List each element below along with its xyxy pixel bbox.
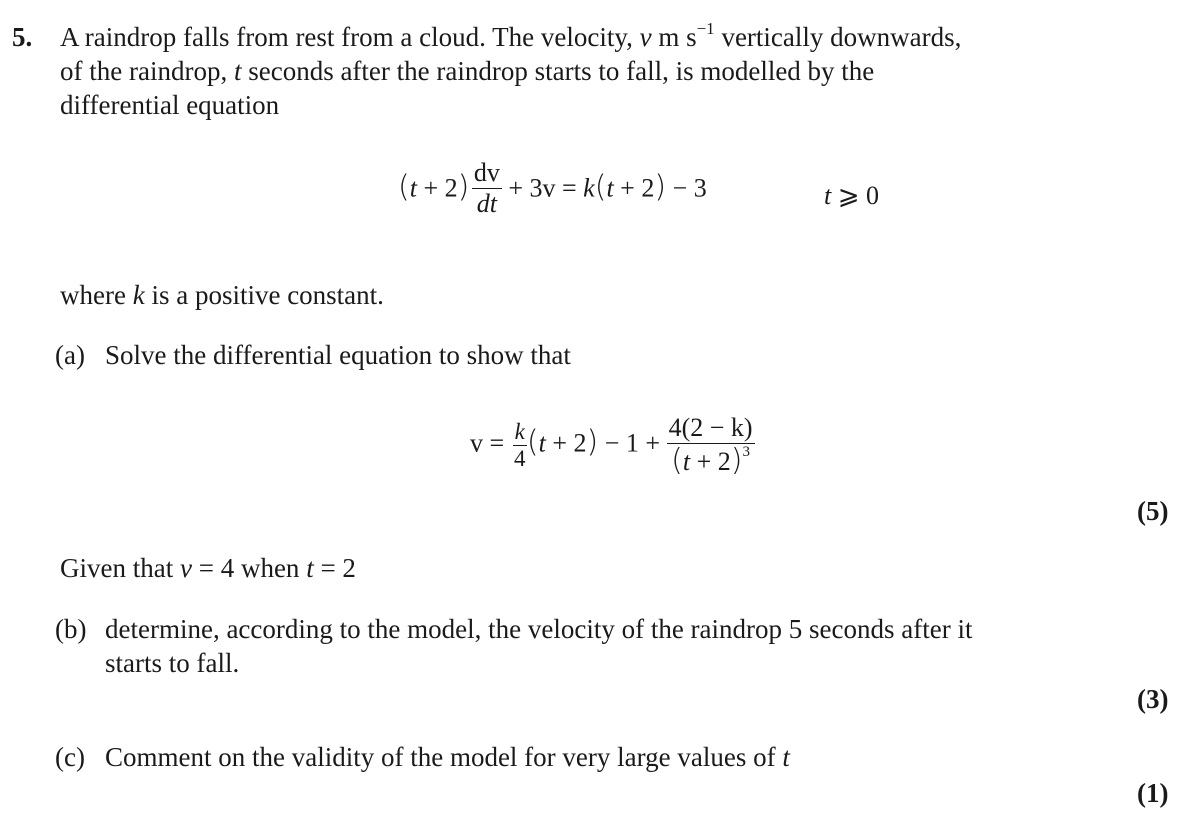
eq2-den-t: t: [682, 446, 691, 476]
eq2-minus1plus: − 1 +: [604, 428, 661, 458]
eq1-lhs-t: t: [409, 173, 417, 203]
eq2-fraction: [667, 413, 755, 478]
intro-line-3: differential equation: [60, 90, 280, 120]
eq1-lhs-open-paren: (: [398, 169, 410, 205]
eq2-k: k: [513, 419, 527, 446]
part-c-text-main: Comment on the validity of the model for very large values of: [105, 742, 776, 772]
where-text-b: is a positive constant.: [151, 280, 384, 310]
part-b-label: (b): [55, 614, 87, 644]
eq2-numerator: 4(2 − k): [668, 413, 753, 442]
intro-line-2: [60, 56, 874, 87]
part-c-marks: (1): [1137, 778, 1169, 808]
eq1-derivative: [472, 158, 502, 219]
given-text-b: = 4 when: [198, 553, 300, 583]
given-line: [60, 553, 356, 584]
eq1-dv: dv: [473, 158, 500, 187]
where-line: [60, 280, 384, 311]
intro-v: v: [639, 22, 652, 52]
eq1-lhs-close-paren: ): [457, 169, 470, 205]
intro-units: m s: [658, 22, 697, 52]
part-a-marks: (5): [1137, 496, 1169, 526]
part-c-text: [105, 742, 790, 773]
part-b-line-2: starts to fall.: [105, 648, 240, 678]
intro-text-1b: vertically downwards,: [721, 22, 962, 52]
intro-t: t: [233, 56, 242, 86]
part-a-label: (a): [55, 340, 85, 370]
eq1-lhs-plus2: + 2: [416, 173, 458, 203]
given-text-a: Given that: [60, 553, 174, 583]
eq2-four: 4: [514, 446, 526, 472]
differential-equation: [398, 160, 707, 221]
part-b-marks: (3): [1137, 684, 1169, 714]
eq2-den-open-paren: (: [671, 442, 683, 478]
part-b-line-1: determine, according to the model, the velocity of the raindrop 5 seconds after it: [105, 614, 973, 644]
eq2-t: t: [538, 428, 546, 458]
where-text-a: where: [60, 280, 126, 310]
given-text-c: = 2: [320, 553, 356, 583]
part-c-t: t: [782, 742, 790, 772]
solution-equation: [470, 413, 755, 478]
where-k: k: [132, 280, 145, 310]
eq2-v-eq: v =: [470, 428, 505, 458]
eq2-den-plus2: + 2: [690, 446, 731, 476]
eq2-close-paren: ): [586, 424, 599, 460]
intro-text-2a: of the raindrop,: [60, 56, 228, 86]
intro-text-1a: A raindrop falls from rest from a cloud. The velocity,: [60, 22, 633, 52]
given-t: t: [306, 553, 314, 583]
eq1-condition: [824, 181, 879, 211]
eq2-open-paren: (: [526, 424, 539, 460]
question-number: 5.: [12, 22, 33, 52]
eq1-dt: dt: [476, 188, 497, 218]
intro-units-exponent: −1: [696, 19, 715, 38]
eq1-cond-t: t: [824, 181, 832, 210]
eq1-rhs-t: t: [606, 173, 614, 203]
eq2-den-exponent: 3: [742, 443, 750, 460]
eq2-k-over-4: [513, 419, 527, 473]
eq1-rhs-plus2: + 2: [613, 173, 655, 203]
eq2-denominator: [667, 444, 755, 479]
eq1-k: k: [583, 173, 595, 203]
intro-line-1: [60, 19, 962, 53]
eq2-plus2: + 2: [545, 428, 587, 458]
part-c-label: (c): [55, 742, 85, 772]
given-v: v: [179, 553, 192, 583]
eq1-cond-rest: ⩾ 0: [831, 181, 880, 210]
eq1-plus3v: + 3v =: [508, 173, 577, 203]
eq2-den-close-paren: ): [730, 442, 743, 478]
part-a-text: Solve the differential equation to show that: [105, 340, 571, 370]
eq1-rhs-open-paren: (: [594, 169, 607, 205]
intro-text-2b: seconds after the raindrop starts to fall, is modelled by the: [248, 56, 875, 86]
eq1-rhs-close-paren: ): [654, 169, 667, 205]
eq1-minus3: − 3: [672, 173, 707, 203]
